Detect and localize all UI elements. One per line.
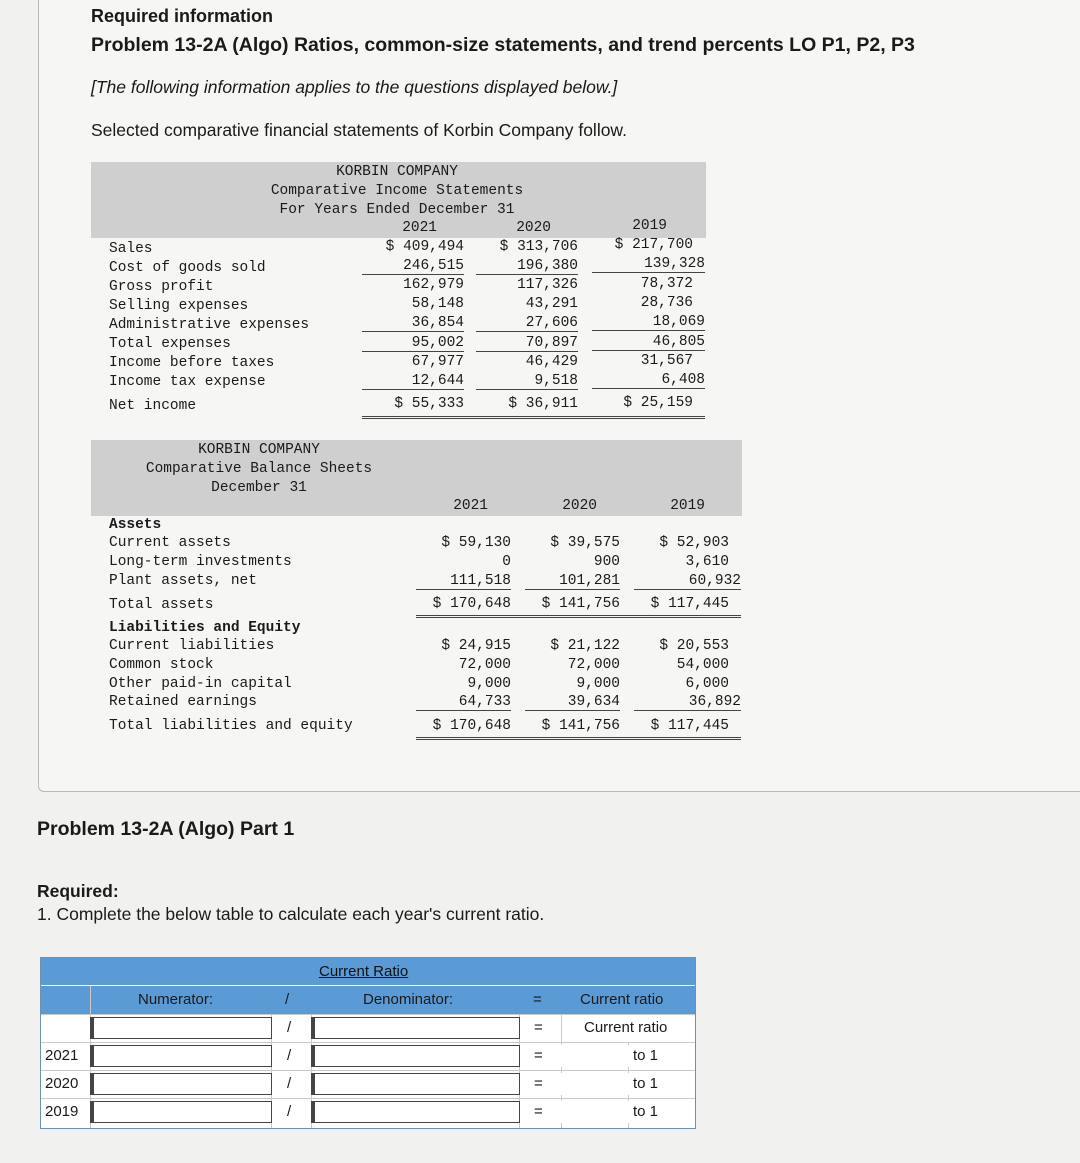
income-cell: 31,567 — [640, 353, 693, 369]
balance-cell: 101,281 — [525, 573, 620, 590]
income-row-label: Net income — [109, 398, 197, 414]
required-info-heading: Required information — [91, 6, 274, 26]
balance-cell: 9,000 — [576, 676, 620, 692]
income-cell: 67,977 — [411, 354, 464, 370]
denominator-header: Denominator: — [363, 991, 454, 1008]
income-double-rule — [362, 416, 705, 419]
balance-cell: 64,733 — [416, 694, 511, 711]
equals: = — [534, 1103, 543, 1120]
equals-header: = — [533, 991, 542, 1008]
equals: = — [534, 1075, 543, 1092]
income-row-label: Income tax expense — [109, 374, 266, 390]
income-row-label: Gross profit — [109, 279, 214, 295]
income-row-label: Selling expenses — [109, 298, 249, 314]
year-2021: 2021 — [45, 1047, 79, 1064]
income-cell: 36,854 — [362, 315, 464, 332]
slash: / — [287, 1019, 292, 1036]
to-one: to 1 — [633, 1075, 659, 1092]
balance-cell: $ 141,756 — [541, 596, 620, 612]
year-2020: 2020 — [45, 1075, 79, 1092]
income-year-2019: 2019 — [632, 218, 667, 234]
balance-cell: 36,892 — [634, 694, 741, 711]
income-cell: 18,069 — [592, 314, 705, 331]
balance-year-2020: 2020 — [562, 498, 597, 514]
equity-double-rule — [416, 737, 741, 740]
income-cell: $ 409,494 — [385, 239, 464, 255]
balance-cell: $ 39,575 — [550, 535, 620, 551]
part-title: Problem 13-2A (Algo) Part 1 — [37, 818, 295, 840]
result-header: Current ratio — [580, 991, 664, 1008]
ratio-input-2020[interactable] — [561, 1073, 629, 1095]
income-cell: 43,291 — [525, 296, 578, 312]
year-2019: 2019 — [45, 1103, 79, 1120]
to-one: to 1 — [633, 1103, 659, 1120]
income-cell: 95,002 — [362, 335, 464, 352]
income-cell: $ 313,706 — [499, 239, 578, 255]
balance-cell: 3,610 — [685, 554, 729, 570]
denominator-input-2019[interactable] — [311, 1101, 520, 1123]
balance-row-label: Common stock — [109, 657, 214, 673]
balance-row-label: Retained earnings — [109, 694, 257, 710]
balance-row-label: Current liabilities — [109, 638, 275, 654]
slash: / — [287, 1075, 292, 1092]
balance-row-label: Current assets — [109, 535, 231, 551]
numerator-input-label[interactable] — [90, 1017, 272, 1039]
balance-cell: $ 20,553 — [659, 638, 729, 654]
income-row-label: Cost of goods sold — [109, 260, 266, 276]
balance-row-label: Plant assets, net — [109, 573, 257, 589]
balance-cell: 9,000 — [467, 676, 511, 692]
denominator-input-label[interactable] — [311, 1017, 520, 1039]
balance-cell: $ 170,648 — [432, 718, 511, 734]
denominator-input-2021[interactable] — [311, 1045, 520, 1067]
balance-year-2021: 2021 — [453, 498, 488, 514]
income-cell: 70,897 — [476, 335, 578, 352]
numerator-input-2021[interactable] — [90, 1045, 272, 1067]
income-row-label: Income before taxes — [109, 355, 275, 371]
balance-cell: $ 59,130 — [441, 535, 511, 551]
to-one: to 1 — [633, 1047, 659, 1064]
balance-cell: $ 170,648 — [432, 596, 511, 612]
numerator-input-2019[interactable] — [90, 1101, 272, 1123]
balance-cell: $ 21,122 — [550, 638, 620, 654]
ratio-input-2021[interactable] — [561, 1045, 629, 1067]
income-cell: $ 55,333 — [394, 396, 464, 412]
income-cell: $ 36,911 — [508, 396, 578, 412]
income-company: KORBIN COMPANY — [336, 164, 458, 180]
balance-cell: 0 — [502, 554, 511, 570]
income-row-label: Administrative expenses — [109, 317, 310, 333]
balance-row-label: Other paid-in capital — [109, 676, 292, 692]
liabilities-heading: Liabilities and Equity — [109, 620, 301, 636]
income-cell: 28,736 — [640, 295, 693, 311]
balance-cell: $ 117,445 — [650, 718, 729, 734]
denominator-input-2020[interactable] — [311, 1073, 520, 1095]
ratio-input-2019[interactable] — [561, 1101, 629, 1123]
income-cell: 139,328 — [592, 256, 705, 273]
balance-row-label: Total liabilities and equity — [109, 718, 353, 734]
assets-heading: Assets — [109, 517, 162, 533]
income-cell: 246,515 — [362, 258, 464, 275]
balance-cell: $ 52,903 — [659, 535, 729, 551]
numerator-header: Numerator: — [138, 991, 214, 1008]
problem-title: Problem 13-2A (Algo) Ratios, common-size statements, and trend percents LO P1, P2, P3 — [91, 34, 915, 56]
balance-company: KORBIN COMPANY — [198, 442, 320, 458]
income-cell: $ 217,700 — [614, 237, 693, 253]
income-cell: 12,644 — [362, 373, 464, 390]
equals: = — [534, 1047, 543, 1064]
balance-cell: 54,000 — [676, 657, 729, 673]
balance-cell: 900 — [593, 554, 620, 570]
balance-cell: 6,000 — [685, 676, 729, 692]
balance-cell: 72,000 — [458, 657, 511, 673]
balance-period: December 31 — [211, 480, 307, 496]
balance-cell: 72,000 — [567, 657, 620, 673]
balance-row-label: Total assets — [109, 597, 214, 613]
equals: = — [534, 1019, 543, 1036]
income-row-label: Sales — [109, 241, 153, 257]
current-ratio-table — [40, 957, 696, 1129]
income-cell: 117,326 — [517, 277, 578, 293]
income-cell: 162,979 — [403, 277, 464, 293]
slash-header: / — [285, 991, 290, 1008]
balance-cell: 60,932 — [634, 573, 741, 590]
income-cell: 196,380 — [476, 258, 578, 275]
income-year-2021: 2021 — [402, 220, 437, 236]
balance-cell: $ 24,915 — [441, 638, 511, 654]
slash: / — [287, 1047, 292, 1064]
income-cell: 46,429 — [525, 354, 578, 370]
income-cell: 27,606 — [476, 315, 578, 332]
slash: / — [287, 1103, 292, 1120]
income-cell: $ 25,159 — [623, 395, 693, 411]
income-period: For Years Ended December 31 — [279, 202, 515, 218]
income-cell: 46,805 — [592, 334, 705, 351]
required-label: Required: — [37, 881, 119, 901]
income-year-2020: 2020 — [516, 220, 551, 236]
balance-title: Comparative Balance Sheets — [145, 461, 373, 477]
required-text: 1. Complete the below table to calculate each year's current ratio. — [37, 904, 545, 924]
table-title: Current Ratio — [319, 963, 409, 980]
assets-double-rule — [416, 615, 741, 618]
applies-note: [The following information applies to the questions displayed below.] — [91, 77, 618, 97]
result-subheader: Current ratio — [584, 1019, 668, 1036]
balance-cell: $ 141,756 — [541, 718, 620, 734]
numerator-input-2020[interactable] — [90, 1073, 272, 1095]
income-cell: 78,372 — [640, 276, 693, 292]
income-cell: 6,408 — [592, 372, 705, 389]
income-title: Comparative Income Statements — [270, 183, 524, 199]
balance-cell: 39,634 — [525, 694, 620, 711]
balance-cell: $ 117,445 — [650, 596, 729, 612]
income-row-label: Total expenses — [109, 336, 231, 352]
income-cell: 9,518 — [476, 373, 578, 390]
intro-text: Selected comparative financial statements of Korbin Company follow. — [91, 120, 627, 140]
balance-cell: 111,518 — [416, 573, 511, 590]
balance-year-2019: 2019 — [670, 498, 705, 514]
income-cell: 58,148 — [411, 296, 464, 312]
balance-row-label: Long-term investments — [109, 554, 292, 570]
